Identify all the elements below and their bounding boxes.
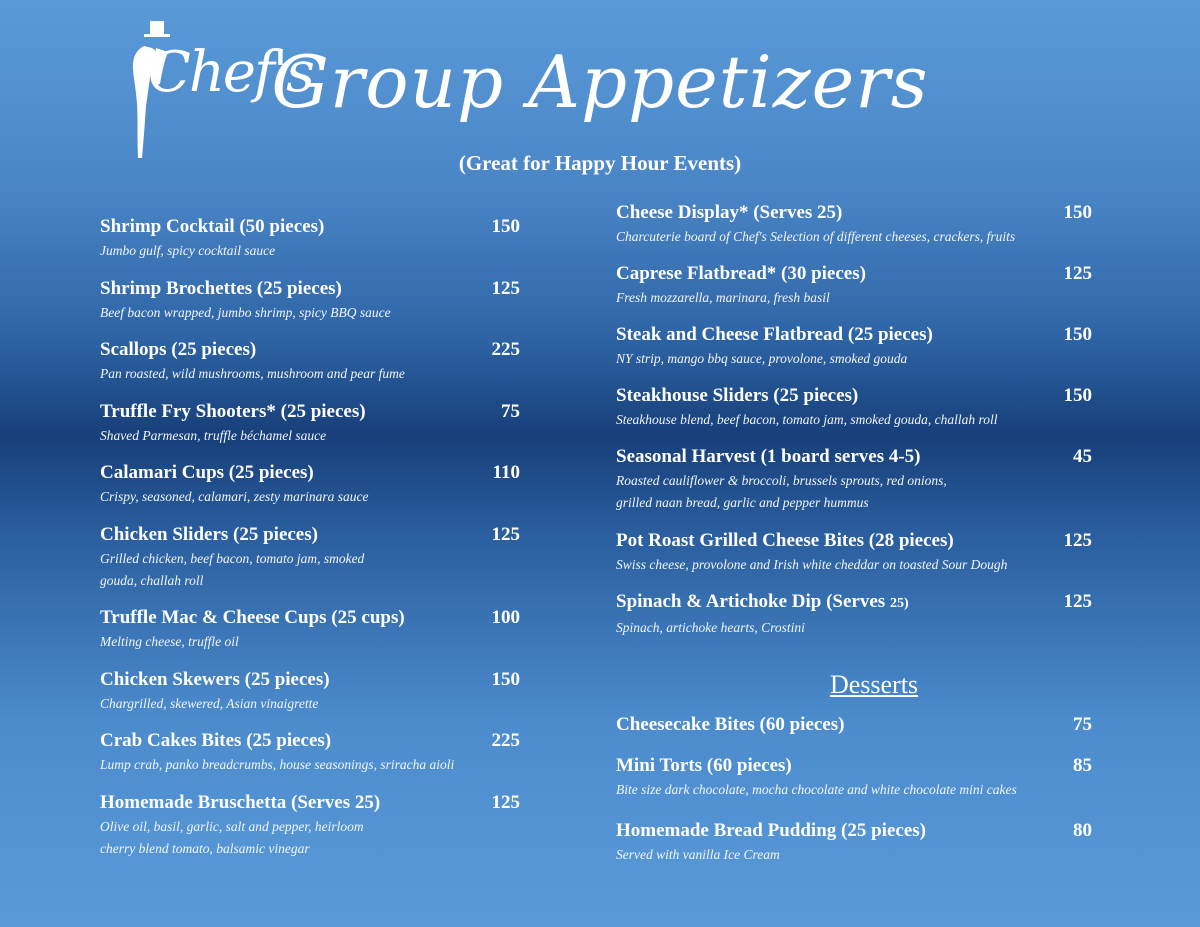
- menu-item: [616, 383, 1092, 444]
- menu-item-header: [616, 322, 1092, 348]
- menu-item-description: Grilled chicken, beef bacon, tomato jam, smoked: [100, 550, 365, 566]
- menu-item-name: Truffle Fry Shooters* (25 pieces): [100, 400, 366, 422]
- menu-item-name: Truffle Mac & Cheese Cups (25 cups): [100, 606, 405, 628]
- menu-item-description: Pan roasted, wild mushrooms, mushroom and pear fume: [100, 366, 405, 382]
- menu-item-header: [616, 712, 1092, 738]
- menu-item-name: Scallops (25 pieces): [100, 339, 257, 361]
- menu-item-price: 75: [501, 400, 520, 422]
- menu-item-description: Jumbo gulf, spicy cocktail sauce: [100, 243, 276, 258]
- menu-item: [616, 753, 1092, 818]
- menu-item: [616, 818, 1092, 883]
- menu-item-description: Olive oil, basil, garlic, salt and pepper, heirloom: [100, 818, 364, 834]
- menu-item-price: 75: [1073, 714, 1092, 735]
- menu-item-header: [100, 790, 520, 816]
- menu-item-description: Charcuterie board of Chef's Selection of different cheeses, crackers, fruits: [616, 229, 1016, 244]
- menu-item-name: Homemade Bruschetta (Serves 25): [100, 791, 381, 813]
- menu-item-price: 125: [1063, 591, 1092, 612]
- right-items-list: [616, 200, 1092, 650]
- menu-item-price: 110: [492, 462, 520, 484]
- menu-item: [616, 200, 1092, 261]
- menu-item-name-small: 25): [889, 596, 909, 611]
- menu-item-description: Beef bacon wrapped, jumbo shrimp, spicy BBQ sauce: [100, 304, 391, 320]
- menu-item-header: [100, 399, 520, 425]
- menu-item-price: 125: [1063, 530, 1092, 551]
- menu-item-name: Cheese Display* (Serves 25): [616, 202, 843, 223]
- menu-item-header: [100, 214, 520, 240]
- menu-item-name: Seasonal Harvest (1 board serves 4-5): [616, 446, 921, 467]
- menu-item: [100, 605, 520, 667]
- menu-item-description: cherry blend tomato, balsamic vinegar: [100, 840, 310, 856]
- menu-item: [100, 337, 520, 399]
- menu-item-description: NY strip, mango bbq sauce, provolone, smoked gouda: [616, 351, 908, 366]
- menu-item-header: [100, 276, 520, 302]
- menu-item-header: [616, 528, 1092, 554]
- menu-item: [100, 667, 520, 729]
- desserts-list: [616, 712, 1092, 883]
- menu-item-description: Shaved Parmesan, truffle béchamel sauce: [100, 427, 327, 443]
- menu-item-price: 150: [491, 216, 520, 237]
- menu-item-header: [616, 589, 1092, 617]
- menu-item-price: 225: [491, 339, 520, 361]
- menu-item-price: 125: [491, 523, 520, 545]
- menu-item-header: [100, 460, 520, 486]
- page-title: Group Appetizers: [271, 40, 929, 124]
- menu-item-description: Lump crab, panko breadcrumbs, house seasonings, sriracha aioli: [100, 757, 455, 773]
- menu-item-name: [616, 589, 909, 617]
- menu-item-description: Bite size dark chocolate, mocha chocolate and white chocolate mini cakes: [616, 782, 1017, 797]
- menu-item-description: Chargrilled, skewered, Asian vinaigrette: [100, 695, 319, 711]
- menu-item-price: 150: [1063, 202, 1092, 223]
- menu-item-name: Chicken Skewers (25 pieces): [100, 668, 330, 690]
- page-subtitle: (Great for Happy Hour Events): [458, 151, 742, 175]
- logo-wordmark: Chef's: [148, 40, 313, 105]
- menu-item-price: 125: [491, 277, 520, 299]
- menu-item-description: Melting cheese, truffle oil: [100, 633, 239, 649]
- menu-item-description: Spinach, artichoke hearts, Crostini: [616, 620, 805, 635]
- menu-item: [616, 322, 1092, 383]
- menu-item-price: 100: [491, 606, 520, 628]
- menu-item-header: [616, 753, 1092, 779]
- menu-item-name: Homemade Bread Pudding (25 pieces): [616, 820, 926, 841]
- menu-item-price: 125: [1063, 263, 1092, 284]
- right-menu-column: [616, 200, 1092, 862]
- menu-item-description: Served with vanilla Ice Cream: [616, 847, 780, 862]
- menu-item-description: Crispy, seasoned, calamari, zesty marinara sauce: [100, 489, 369, 505]
- desserts-heading: Desserts: [829, 670, 919, 699]
- menu-item-description: grilled naan bread, garlic and pepper hummus: [616, 495, 869, 510]
- menu-item-price: 150: [1063, 324, 1092, 345]
- menu-item-name: Caprese Flatbread* (30 pieces): [616, 263, 866, 284]
- menu-item-description: Steakhouse blend, beef bacon, tomato jam, smoked gouda, challah roll: [616, 412, 998, 427]
- menu-item: [616, 589, 1092, 650]
- menu-item-price: 80: [1073, 820, 1092, 841]
- menu-item: [100, 214, 520, 276]
- menu-item-name: Shrimp Cocktail (50 pieces): [100, 216, 325, 237]
- menu-item-name: Crab Cakes Bites (25 pieces): [100, 730, 332, 752]
- menu-item-header: [100, 605, 520, 631]
- menu-item-description: gouda, challah roll: [100, 572, 204, 588]
- desserts-section: [616, 670, 1092, 883]
- menu-item: [616, 712, 1092, 753]
- menu-item-price: 150: [1063, 385, 1092, 406]
- menu-item-header: [616, 261, 1092, 287]
- menu-item-header: [100, 522, 520, 548]
- menu-item-price: 225: [491, 730, 520, 752]
- menu-item: [100, 790, 520, 873]
- menu-item-name: Shrimp Brochettes (25 pieces): [100, 277, 342, 299]
- menu-item-header: [616, 200, 1092, 226]
- menu-item: [100, 460, 520, 522]
- menu-item-price: 150: [491, 668, 520, 690]
- menu-item-name-main: Spinach & Artichoke Dip (Serves: [616, 591, 890, 612]
- menu-item-header: [100, 728, 520, 754]
- menu-item-name: Cheesecake Bites (60 pieces): [616, 714, 845, 735]
- menu-item-name: Pot Roast Grilled Cheese Bites (28 pieces): [616, 530, 954, 551]
- menu-item: [100, 728, 520, 790]
- menu-item: [616, 444, 1092, 528]
- menu-item-description: Fresh mozzarella, marinara, fresh basil: [616, 290, 830, 305]
- menu-item-header: [100, 667, 520, 693]
- menu-item: [616, 261, 1092, 322]
- menu-item-header: [100, 337, 520, 363]
- menu-item: [100, 522, 520, 605]
- menu-item-name: Steakhouse Sliders (25 pieces): [616, 385, 859, 406]
- menu-item-name: Calamari Cups (25 pieces): [100, 462, 314, 484]
- menu-item-header: [616, 818, 1092, 844]
- menu-item-header: [616, 444, 1092, 470]
- menu-item: [100, 399, 520, 461]
- menu-item-price: 85: [1073, 755, 1092, 776]
- menu-item-description: Roasted cauliflower & broccoli, brussels sprouts, red onions,: [616, 473, 947, 488]
- left-menu-column: [100, 214, 520, 873]
- menu-item-name: Steak and Cheese Flatbread (25 pieces): [616, 324, 933, 345]
- menu-item: [616, 528, 1092, 589]
- menu-item-price: 45: [1073, 446, 1092, 467]
- menu-item: [100, 276, 520, 338]
- menu-item-header: [616, 383, 1092, 409]
- menu-item-price: 125: [491, 791, 520, 813]
- menu-item-name: Mini Torts (60 pieces): [616, 755, 792, 776]
- menu-item-name: Chicken Sliders (25 pieces): [100, 523, 318, 545]
- menu-item-description: Swiss cheese, provolone and Irish white cheddar on toasted Sour Dough: [616, 557, 1008, 572]
